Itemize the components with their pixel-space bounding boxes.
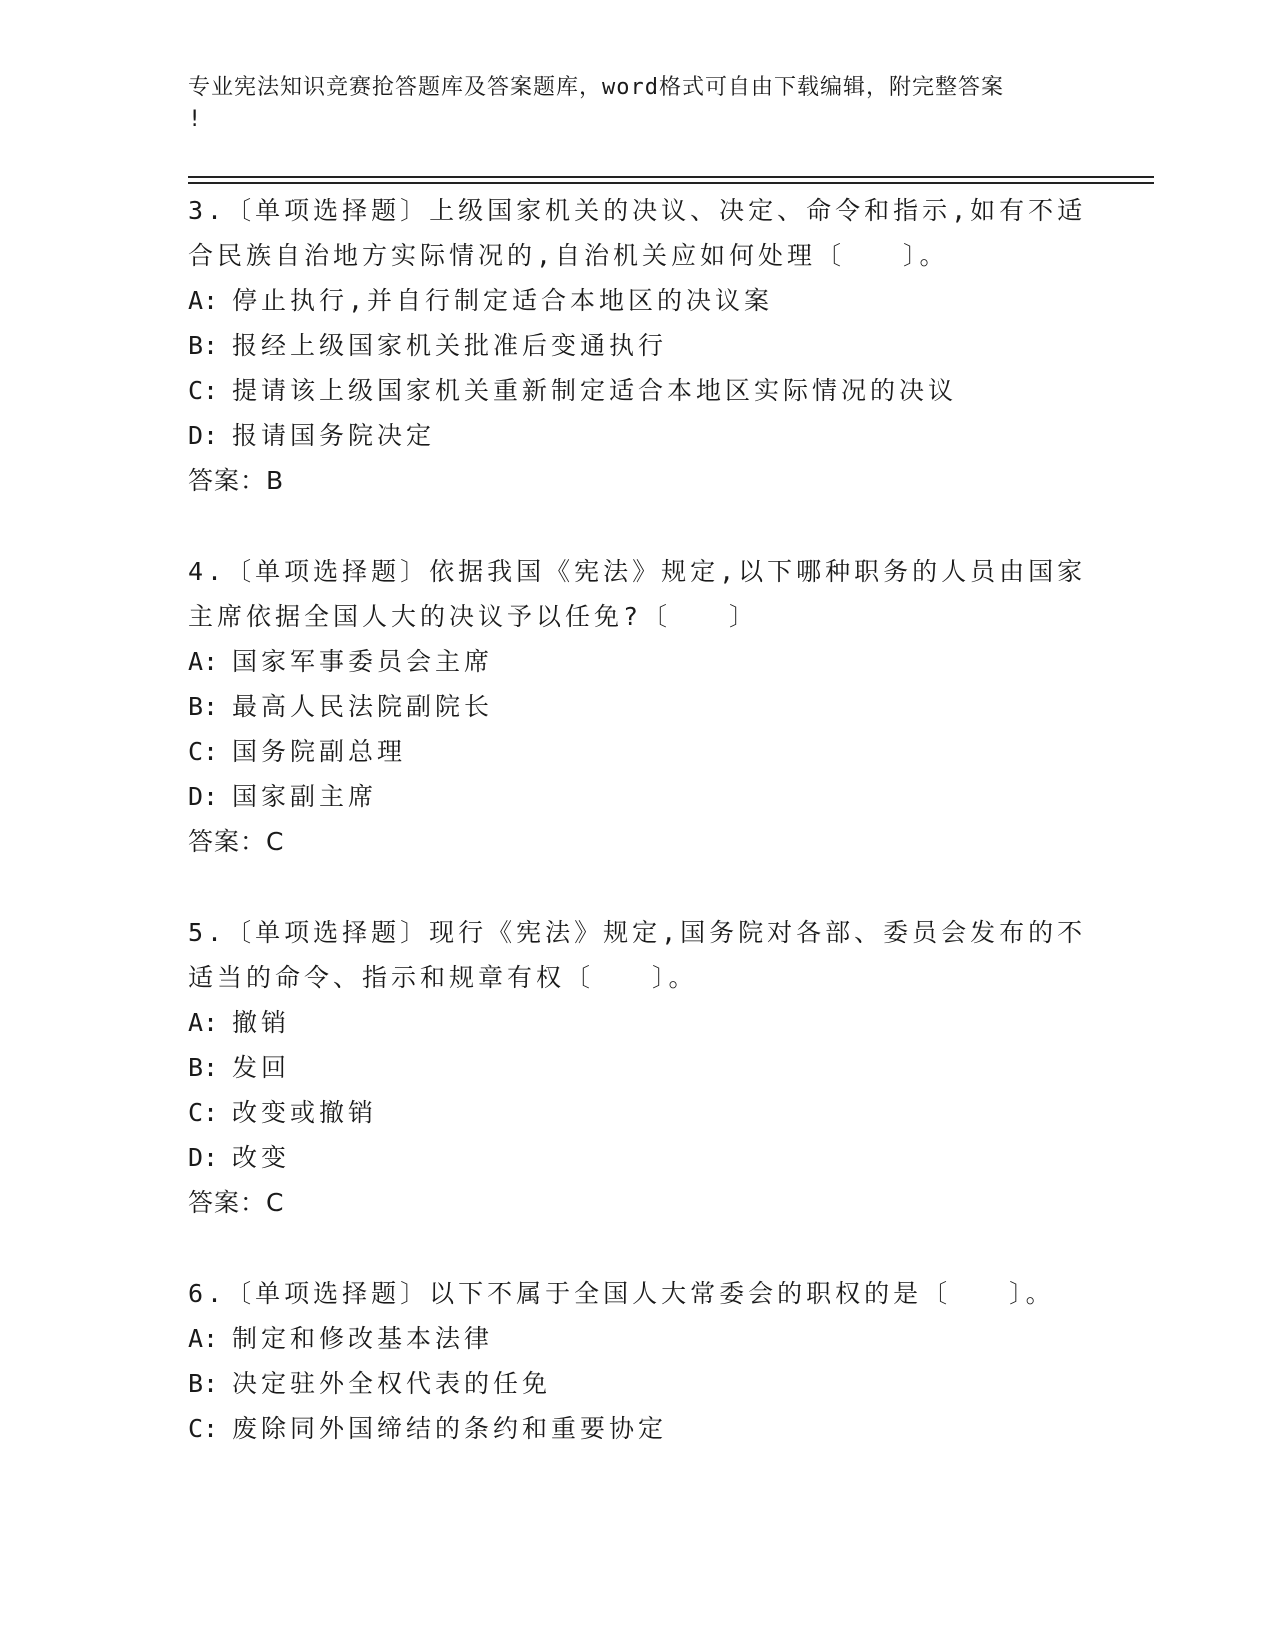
header-divider-top [188, 176, 1154, 178]
option-text: 报经上级国家机关批准后变通执行 [232, 331, 668, 360]
document-header [188, 72, 1068, 136]
question-item [188, 188, 1088, 503]
question-answer: 答案：C [188, 827, 285, 856]
option-letter: D: [188, 782, 219, 811]
question-item [188, 1271, 1088, 1451]
question-option [188, 368, 1088, 413]
question-stem: 4.〔单项选择题〕依据我国《宪法》规定,以下哪种职务的人员由国家主席依据全国人大的决议予以任免?〔 〕 [188, 557, 1087, 631]
question-answer: 答案：B [188, 466, 285, 495]
option-letter: B: [188, 692, 219, 721]
option-text: 国家军事委员会主席 [232, 647, 494, 676]
option-letter: B: [188, 1369, 219, 1398]
option-text: 提请该上级国家机关重新制定适合本地区实际情况的决议 [232, 376, 958, 405]
option-text: 撤销 [232, 1008, 291, 1037]
option-letter: C: [188, 1414, 219, 1443]
option-letter: D: [188, 421, 219, 450]
question-option [188, 1135, 1088, 1180]
option-letter: A: [188, 286, 219, 315]
option-text: 发回 [232, 1053, 291, 1082]
option-letter: A: [188, 1008, 219, 1037]
question-option [188, 1045, 1088, 1090]
option-letter: B: [188, 331, 219, 360]
question-option [188, 1316, 1088, 1361]
question-item [188, 910, 1088, 1225]
question-list [188, 188, 1088, 1497]
question-stem: 3.〔单项选择题〕上级国家机关的决议、决定、命令和指示,如有不适合民族自治地方实际情况的,自治机关应如何处理〔 〕。 [188, 196, 1087, 270]
question-option [188, 639, 1088, 684]
option-letter: C: [188, 376, 219, 405]
option-letter: D: [188, 1143, 219, 1172]
option-letter: A: [188, 1324, 219, 1353]
question-option [188, 323, 1088, 368]
question-option [188, 1000, 1088, 1045]
question-option [188, 729, 1088, 774]
header-title-line2: ! [188, 107, 203, 132]
option-text: 国务院副总理 [232, 737, 407, 766]
question-stem: 6.〔单项选择题〕以下不属于全国人大常委会的职权的是〔 〕。 [188, 1279, 1055, 1308]
option-text: 制定和修改基本法律 [232, 1324, 494, 1353]
question-item [188, 549, 1088, 864]
option-text: 国家副主席 [232, 782, 378, 811]
option-text: 停止执行,并自行制定适合本地区的决议案 [232, 286, 774, 315]
question-option [188, 684, 1088, 729]
question-option [188, 1406, 1088, 1451]
option-letter: C: [188, 1098, 219, 1127]
question-option [188, 278, 1088, 323]
option-text: 最高人民法院副院长 [232, 692, 494, 721]
question-option [188, 1090, 1088, 1135]
option-text: 改变 [232, 1143, 291, 1172]
option-text: 决定驻外全权代表的任免 [232, 1369, 552, 1398]
option-letter: A: [188, 647, 219, 676]
header-divider-bottom [188, 182, 1154, 184]
question-option [188, 413, 1088, 458]
option-text: 废除同外国缔结的条约和重要协定 [232, 1414, 668, 1443]
option-letter: C: [188, 737, 219, 766]
header-title-line1: 专业宪法知识竞赛抢答题库及答案题库，word格式可自由下载编辑，附完整答案 [188, 75, 1004, 100]
option-text: 报请国务院决定 [232, 421, 436, 450]
question-option [188, 1361, 1088, 1406]
option-text: 改变或撤销 [232, 1098, 378, 1127]
option-letter: B: [188, 1053, 219, 1082]
question-option [188, 774, 1088, 819]
question-stem: 5.〔单项选择题〕现行《宪法》规定,国务院对各部、委员会发布的不适当的命令、指示和规章有权〔 〕。 [188, 918, 1087, 992]
question-answer: 答案：C [188, 1188, 285, 1217]
